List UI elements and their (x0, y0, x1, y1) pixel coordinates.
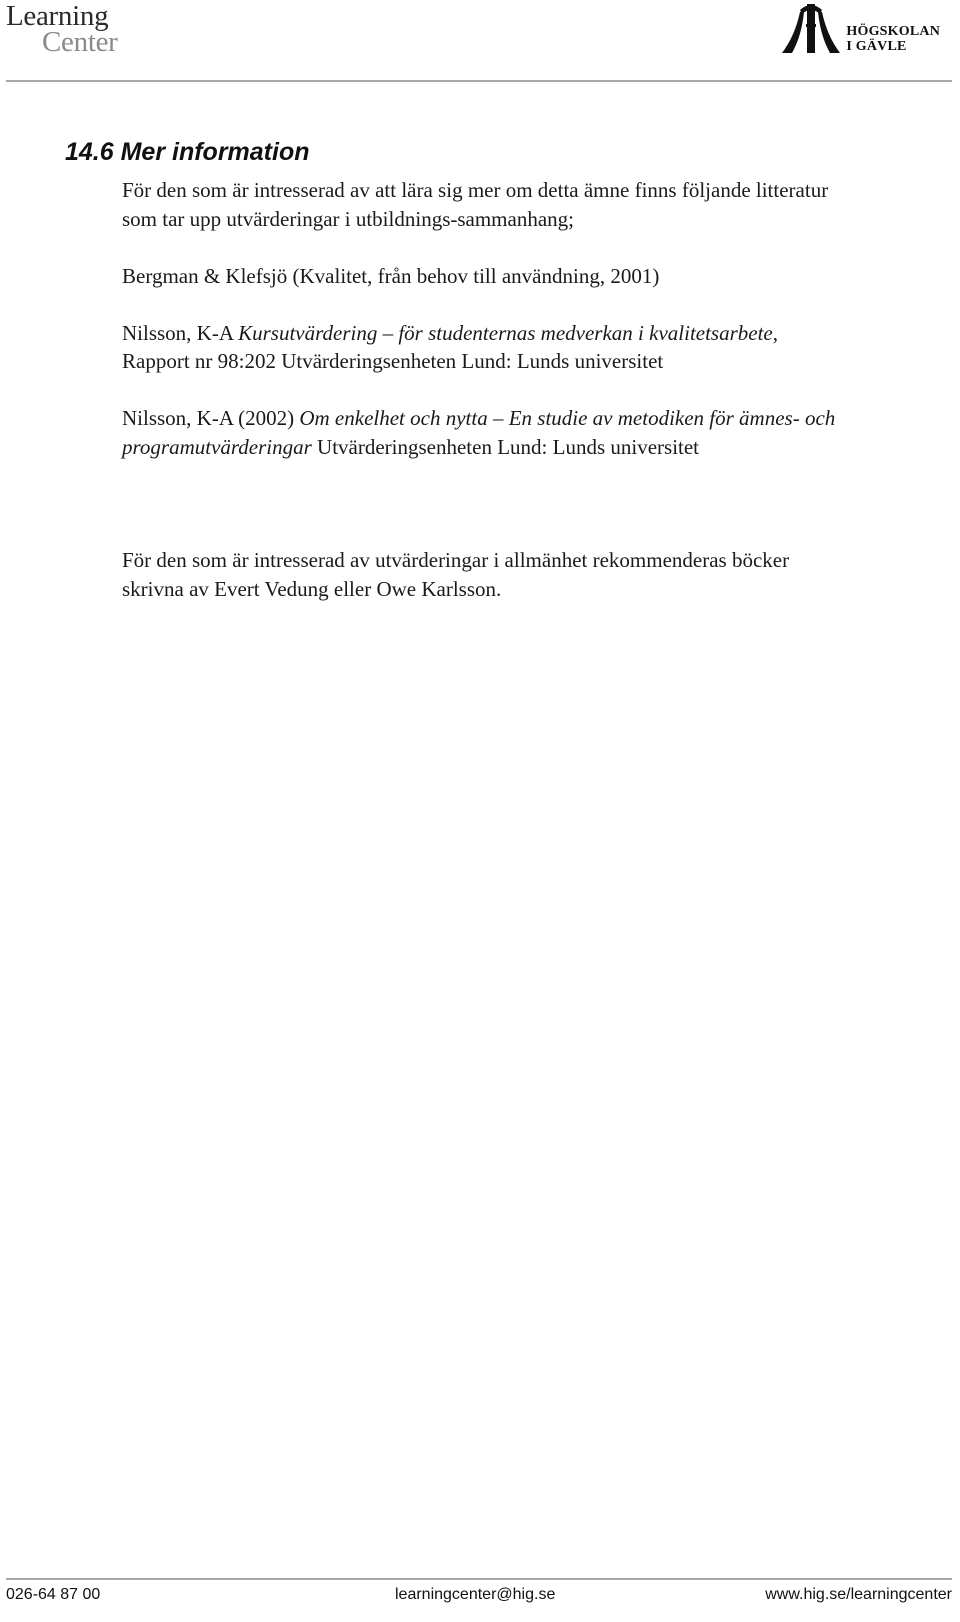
learning-center-logo (6, 2, 118, 57)
university-name-line1: HÖGSKOLAN (846, 24, 940, 39)
section-heading: 14.6 Mer information (65, 138, 310, 166)
logo-word-center: Center (42, 26, 118, 58)
university-name (846, 24, 940, 54)
reference-nilsson-1998 (122, 319, 842, 376)
footer-phone: 026-64 87 00 (6, 1586, 101, 1603)
university-emblem-icon (780, 2, 842, 54)
reference-title: Om enkelhet och nytta – En studie av metodiken för ämnes- och programutvärderingar (122, 406, 836, 459)
intro-paragraph: För den som är intresserad av att lära sig mer om detta ämne finns följande litteratur som tar upp utvärderingar i utbildnings-sammanhang; (122, 178, 829, 231)
closing-paragraph: För den som är intresserad av utvärderingar i allmänhet rekommenderas böcker skrivna av Evert Vedung eller Owe Karlsson. (122, 548, 790, 601)
reference-author: Nilsson, K-A (2002) (122, 406, 300, 430)
reference-author: Nilsson, K-A (122, 320, 239, 345)
footer-website: www.hig.se/learningcenter (765, 1586, 952, 1603)
section-body (122, 176, 842, 632)
reference-title: Kursutvärdering – för studenternas medverkan i kvalitetsarbete (238, 320, 773, 345)
reference-publisher: , Rapport nr 98:202 Utvärderingsenheten Lund: Lunds universitet (122, 320, 778, 373)
footer-email: learningcenter@hig.se (395, 1586, 556, 1603)
reference-bergman: Bergman & Klefsjö (Kvalitet, från behov till användning, 2001) (122, 263, 660, 288)
hogskolan-gavle-logo (780, 2, 940, 54)
header-divider (6, 80, 952, 82)
reference-nilsson-2002 (122, 404, 842, 461)
footer-divider (6, 1578, 952, 1580)
logo-word-learning: Learning (6, 0, 109, 32)
page-header (0, 0, 960, 84)
university-name-line2: I GÄVLE (846, 39, 907, 54)
reference-publisher: Utvärderingsenheten Lund: Lunds universitet (311, 434, 700, 459)
